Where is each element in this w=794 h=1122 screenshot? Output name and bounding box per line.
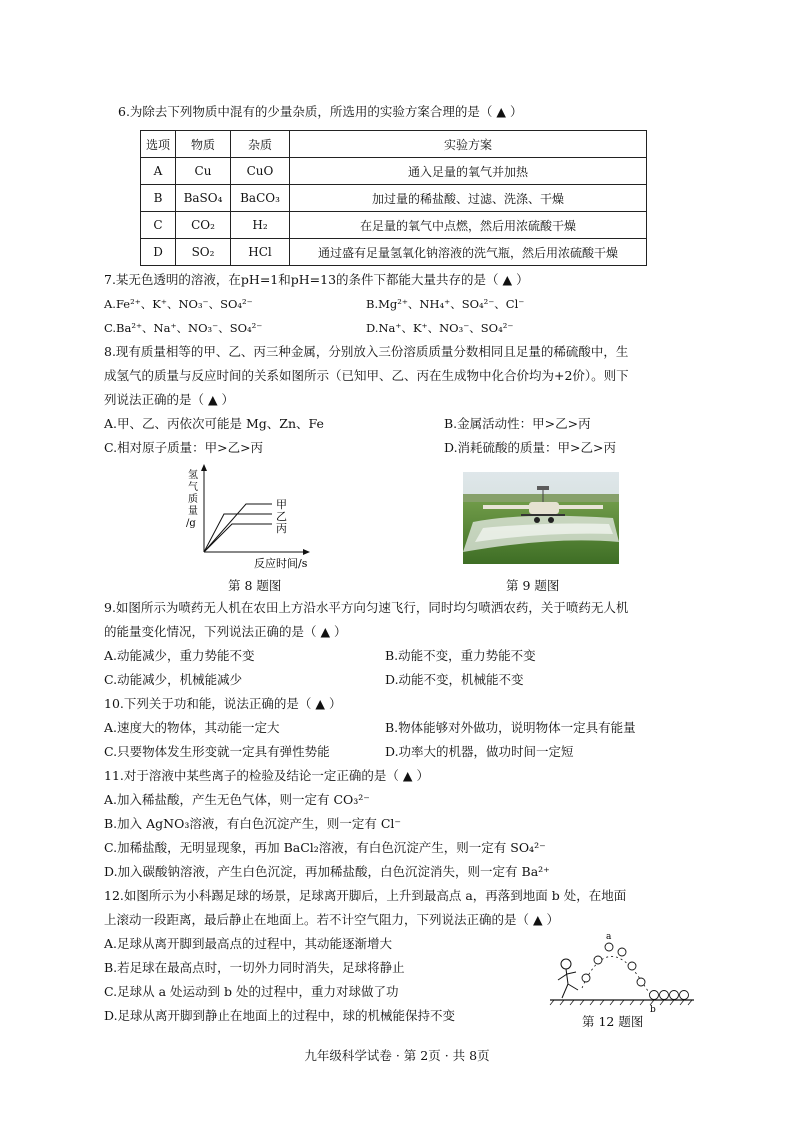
series-line-yi xyxy=(204,514,272,552)
table-header-cell: 实验方案 xyxy=(290,131,647,158)
series-label: 甲 xyxy=(276,498,287,511)
q7-stem: 7.某无色透明的溶液，在pH=1和pH=13的条件下都能大量共存的是（ ▲ ） xyxy=(104,272,529,287)
fig8-caption: 第 8 题图 xyxy=(228,578,282,593)
table-header-cell: 杂质 xyxy=(231,131,290,158)
fig8-xlabel: 反应时间/s xyxy=(254,557,308,570)
q10-option-c: C.只要物体发生形变就一定具有弹性势能 xyxy=(104,744,330,759)
table-header-cell: 选项 xyxy=(141,131,176,158)
q11-option-c: C.加稀盐酸，无明显现象，再加 BaCl₂溶液，有白色沉淀产生，则一定有 SO₄²⁻ xyxy=(104,840,546,855)
kicker-figure xyxy=(558,959,578,998)
q7-option-d: D.Na⁺、K⁺、NO₃⁻、SO₄²⁻ xyxy=(366,321,514,335)
table-cell: D xyxy=(141,239,176,266)
point-a-label: a xyxy=(606,932,612,942)
point-b-label: b xyxy=(650,1005,656,1014)
q8-option-d: D.消耗硫酸的质量：甲>乙>丙 xyxy=(444,440,616,455)
table-cell: A xyxy=(141,158,176,185)
table-cell: SO₂ xyxy=(176,239,231,266)
series-label: 乙 xyxy=(276,510,287,523)
table-cell: Cu xyxy=(176,158,231,185)
q8-stem-line2: 成氢气的质量与反应时间的关系如图所示（已知甲、乙、丙在生成物中化合价均为+2价）。则下 xyxy=(104,368,629,383)
ground-hatch xyxy=(550,1000,692,1005)
fig8-ylabel-char: /g xyxy=(186,518,196,529)
table-cell: 加过量的稀盐酸、过滤、洗涤、干燥 xyxy=(290,185,647,212)
table-cell: CO₂ xyxy=(176,212,231,239)
q8-option-b: B.金属活动性：甲>乙>丙 xyxy=(444,416,591,431)
fig12-diagram xyxy=(546,930,696,1014)
q12-stem-line1: 12.如图所示为小科踢足球的场景，足球离开脚后，上升到最高点 a，再落到地面 b 处，在地面 xyxy=(104,888,627,903)
q7-option-c: C.Ba²⁺、Na⁺、NO₃⁻、SO₄²⁻ xyxy=(104,321,263,335)
table-row xyxy=(141,158,647,185)
fig8-ylabel-char: 量 xyxy=(188,506,198,517)
fig8-y-arrow xyxy=(201,464,207,471)
q12-option-b: B.若足球在最高点时，一切外力同时消失，足球将静止 xyxy=(104,960,405,975)
table-cell: 通过盛有足量氢氧化钠溶液的洗气瓶，然后用浓硫酸干燥 xyxy=(290,239,647,266)
table-cell: B xyxy=(141,185,176,212)
fig8-ylabel-char: 气 xyxy=(188,482,198,493)
q11-option-d: D.加入碳酸钠溶液，产生白色沉淀，再加稀盐酸，白色沉淀消失，则一定有 Ba²⁺ xyxy=(104,864,550,879)
table-cell: HCl xyxy=(231,239,290,266)
q9-option-a: A.动能减少，重力势能不变 xyxy=(104,648,255,663)
q11-stem: 11.对于溶液中某些离子的检验及结论一定正确的是（ ▲ ） xyxy=(104,768,429,783)
table-header-cell: 物质 xyxy=(176,131,231,158)
q10-option-d: D.功率大的机器，做功时间一定短 xyxy=(385,744,574,759)
q9-option-d: D.动能不变，机械能不变 xyxy=(385,672,524,687)
table-row xyxy=(141,212,647,239)
series-line-bing xyxy=(204,524,272,552)
q7-option-b: B.Mg²⁺、NH₄⁺、SO₄²⁻、Cl⁻ xyxy=(366,297,525,311)
q8-option-a: A.甲、乙、丙依次可能是 Mg、Zn、Fe xyxy=(104,416,324,431)
q7-option-a: A.Fe²⁺、K⁺、NO₃⁻、SO₄²⁻ xyxy=(104,297,253,311)
q6-stem: 6.为除去下列物质中混有的少量杂质，所选用的实验方案合理的是（ ▲ ） xyxy=(118,104,523,119)
table-cell: CuO xyxy=(231,158,290,185)
table-row xyxy=(141,239,647,266)
q6-table xyxy=(140,130,647,266)
page-footer: 九年级科学试卷 · 第 2页 · 共 8页 xyxy=(304,1048,490,1063)
table-cell: C xyxy=(141,212,176,239)
table-cell: H₂ xyxy=(231,212,290,239)
series-label: 丙 xyxy=(276,522,287,535)
crop-duster-image xyxy=(463,472,619,564)
q12-option-a: A.足球从离开脚到最高点的过程中，其动能逐渐增大 xyxy=(104,936,393,951)
q10-option-b: B.物体能够对外做功，说明物体一定具有能量 xyxy=(385,720,636,735)
ball-trajectory xyxy=(582,956,650,994)
table-cell: 通入足量的氧气并加热 xyxy=(290,158,647,185)
table-row xyxy=(141,185,647,212)
fig8-chart xyxy=(176,462,326,574)
fig9-photo xyxy=(463,472,619,564)
q10-stem: 10.下列关于功和能，说法正确的是（ ▲ ） xyxy=(104,696,342,711)
fig12-caption: 第 12 题图 xyxy=(582,1014,644,1029)
q9-stem-line1: 9.如图所示为喷药无人机在农田上方沿水平方向匀速飞行，同时均匀喷洒农药，关于喷药无人机 xyxy=(104,600,629,615)
q11-option-b: B.加入 AgNO₃溶液，有白色沉淀产生，则一定有 Cl⁻ xyxy=(104,816,401,831)
q8-option-c: C.相对原子质量：甲>乙>丙 xyxy=(104,440,264,455)
q9-stem-line2: 的能量变化情况，下列说法正确的是（ ▲ ） xyxy=(104,624,347,639)
fig8-x-arrow xyxy=(303,549,310,555)
fig8-ylabel-char: 质 xyxy=(188,494,198,505)
q12-option-d: D.足球从离开脚到静止在地面上的过程中，球的机械能保持不变 xyxy=(104,1008,456,1023)
q9-option-c: C.动能减少，机械能减少 xyxy=(104,672,243,687)
fig8-ylabel-char: 氢 xyxy=(188,470,198,481)
q10-option-a: A.速度大的物体，其动能一定大 xyxy=(104,720,280,735)
table-cell: BaCO₃ xyxy=(231,185,290,212)
series-line-jia xyxy=(204,504,272,552)
q12-option-c: C.足球从 a 处运动到 b 处的过程中，重力对球做了功 xyxy=(104,984,399,999)
table-cell: BaSO₄ xyxy=(176,185,231,212)
q12-stem-line2: 上滚动一段距离，最后静止在地面上。若不计空气阻力，下列说法正确的是（ ▲ ） xyxy=(104,912,560,927)
q8-stem-line3: 列说法正确的是（ ▲ ） xyxy=(104,392,235,407)
table-header-row xyxy=(141,131,647,158)
q8-stem-line1: 8.现有质量相等的甲、乙、丙三种金属，分别放入三份溶质质量分数相同且足量的稀硫酸中，生 xyxy=(104,344,629,359)
q9-option-b: B.动能不变，重力势能不变 xyxy=(385,648,536,663)
table-cell: 在足量的氧气中点燃，然后用浓硫酸干燥 xyxy=(290,212,647,239)
ball xyxy=(582,943,689,1000)
fig9-caption: 第 9 题图 xyxy=(506,578,560,593)
q11-option-a: A.加入稀盐酸，产生无色气体，则一定有 CO₃²⁻ xyxy=(104,792,370,807)
